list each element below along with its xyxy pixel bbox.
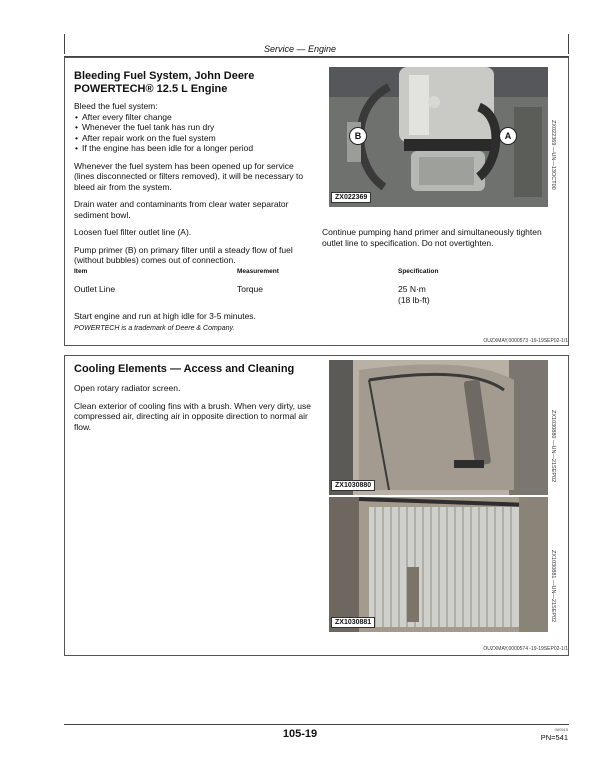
photo-id-label: ZX022369 — [331, 192, 371, 203]
section1-body — [74, 101, 316, 266]
page-number: 105-19 — [282, 728, 318, 740]
section2-ref: OUZXMAY,0000574 -19-19SEP02-1/1 — [483, 646, 568, 652]
bullet-item: • After repair work on the fuel system — [82, 133, 316, 144]
section1-para2: Drain water and contaminants from clear water separator sediment bowl. — [74, 199, 289, 220]
section1-para3: Loosen fuel filter outlet line (A). — [74, 227, 192, 237]
photo-side-id: ZX022369 —UN—13OCT00 — [550, 120, 556, 190]
section1-title-line2: POWERTECH® 12.5 L Engine — [74, 83, 228, 95]
section1-intro: Bleed the fuel system: — [74, 101, 158, 111]
section1-para1: Whenever the fuel system has been opened up for service (lines disconnected or filters removed), it will be necessary to bleed air from the system. — [74, 160, 304, 192]
section1-para4: Pump primer (B) on primary filter until a steady flow of fuel (without bubbles) comes out of connection. — [74, 244, 293, 265]
section1-title — [74, 70, 319, 96]
photo2-side-id: ZX1030881 —UN—21SEP02 — [550, 550, 556, 623]
table-header-item: Item — [74, 268, 88, 275]
section1-title-line1: Bleeding Fuel System, John Deere — [74, 70, 255, 82]
callout-b: B — [349, 127, 367, 145]
section1-start-engine — [74, 311, 474, 322]
table-cell-item: Outlet Line — [74, 284, 116, 294]
section2-para1: Open rotary radiator screen. — [74, 383, 181, 393]
table-cell-measurement: Torque — [237, 284, 263, 294]
radiator-screen-illustration — [329, 360, 548, 495]
table-cell-spec-metric: 25 N·m — [398, 284, 426, 294]
radiator-screen-photo — [329, 360, 548, 495]
section1-bullets — [74, 112, 316, 154]
continue-pumping-text: Continue pumping hand primer and simultaneously tighten outlet line to specification. Do not overtighten. — [322, 227, 542, 248]
footer-pn: PN=541 — [540, 733, 568, 742]
table-header-specification: Specification — [398, 268, 439, 275]
cooling-core-illustration — [329, 497, 548, 632]
section2-para2: Clean exterior of cooling fins with a brush. When very dirty, use compressed air, directing air in opposite direction to normal air flow. — [74, 400, 312, 432]
section2-body — [74, 383, 314, 432]
table-header-measurement: Measurement — [237, 268, 279, 275]
page-header-title: Service — Engine — [263, 44, 337, 54]
photo1-side-id: ZX1030880 —UN—21SEP02 — [550, 410, 556, 483]
section1-right-text — [322, 227, 548, 248]
callout-a: A — [499, 127, 517, 145]
bullet-item: • After every filter change — [82, 112, 316, 123]
section1-ref: OUZXMAY,0000573 -19-19SEP02-1/1 — [483, 338, 568, 344]
footer-rule — [64, 724, 569, 725]
cooling-core-photo — [329, 497, 548, 632]
bullet-item: • Whenever the fuel tank has run dry — [82, 122, 316, 133]
fuel-filter-photo — [329, 67, 548, 207]
section2-title-text: Cooling Elements — Access and Cleaning — [74, 363, 295, 375]
trademark-note: POWERTECH is a trademark of Deere & Company. — [74, 325, 235, 332]
bullet-item: • If the engine has been idle for a longer period — [82, 143, 316, 154]
table-cell-spec-imperial: (18 lb-ft) — [398, 295, 430, 305]
footer-code: 060515 — [554, 727, 568, 732]
photo2-id-label: ZX1030881 — [331, 617, 375, 628]
start-engine-text: Start engine and run at high idle for 3-5 minutes. — [74, 311, 256, 321]
photo1-id-label: ZX1030880 — [331, 480, 375, 491]
section2-title — [74, 363, 324, 376]
